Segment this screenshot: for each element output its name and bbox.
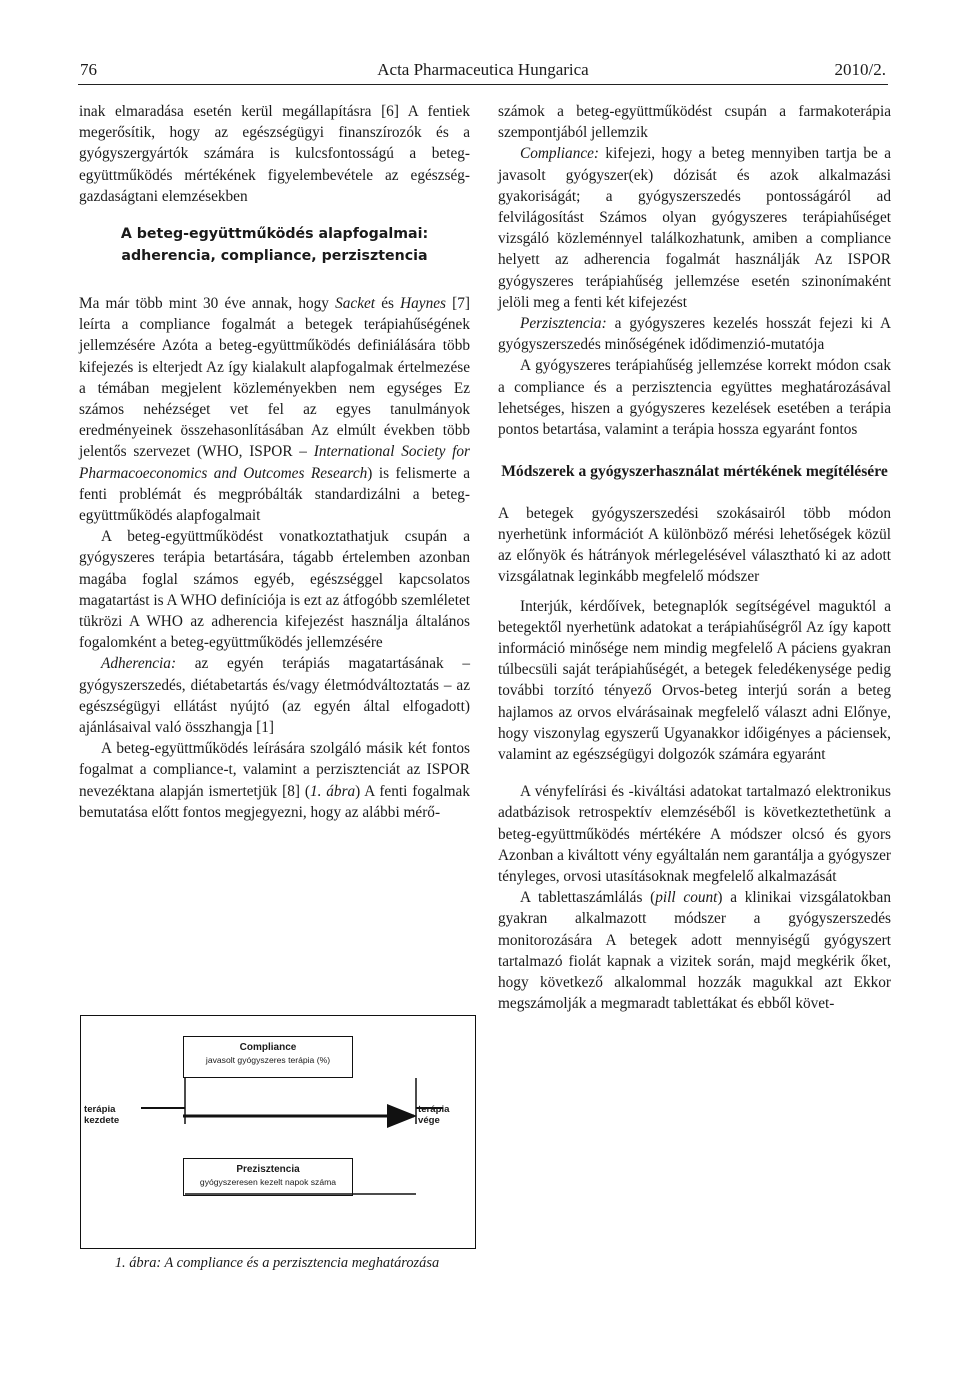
definition-paragraph: Compliance: kifejezi, hogy a beteg mennyiben tartja be a javasolt gyógyszer(ek) dózisát és azok alkalmazási gyakoriságát; a gyógyszerszedés pontosságáról ad felvilágosítást Számos olyan gyógyszeres terápiahűséget vizsgáló közleménnyel találkozhatunk, amiben a compliance helyett az adherencia fogalmát használják Az ISPOR gyógyszeres terápiahűség jellemzése esetén szinonímaként jelöli meg a fenti két kifejezést [498, 145, 891, 311]
paragraph: A tablettaszámlálás (pill count) a klinikai vizsgálatokban gyakran alkalmazott módszer a gyógyszerszedés monitorozására A betegek adott mennyiségű gyógyszert tartalmazó fiolát kapnak a vizitek során, majd megkérik őket, hogy következő alkalommal hozzák magukkal azt Ekkor megszámolják a megmaradt tablettákat és ebből követ- [498, 889, 891, 1013]
therapy-start-label: terápia kezdete [84, 1104, 120, 1126]
paragraph: A beteg-együttműködés leírására szolgáló másik két fontos fogalmat a compliance-t, valamint a perzisztenciát az ISPOR nevezéktana alapján ismertetjük [8] (1. ábra) A fenti fogalmak bemutatása előtt fontos megjegyezni, hogy az alábbi mérő- [79, 740, 470, 821]
right-column [498, 101, 891, 1014]
persistence-box [183, 1158, 353, 1196]
figure-compliance-persistence [80, 1015, 476, 1249]
issue-number: 2010/2. [834, 60, 886, 79]
paragraph: inak elmaradása esetén kerül megállapításra [6] A fentiek megerősítik, hogy az egészségügyi finanszírozók és a gyógyszergyártók számára is kulcsfontosságú a beteg-együttműködés mértékének figyelembevétele az egészség-gazdaságtani elemzésekben [79, 103, 470, 205]
paragraph: A vényfelírási és -kiváltási adatokat tartalmazó elektronikus adatbázisok retrospektív elemzéséből is következtethetünk a beteg-együttműködés mértékére A módszer olcsó és gyors Azonban a kiváltott vény egyáltalán nem garantálja a gyógyszer tényleges, orvosi utasításoknak megfelelő alkalmazását [498, 783, 891, 885]
paragraph: A betegek gyógyszerszedési szokásairól több módon nyerhetünk információt A különböző mérési lehetőségek közül az előnyök és hátrányok mérlegelésével választható ki az adott vizsgálatnak leginkább megfelelő módszer [498, 504, 891, 586]
section-heading: A beteg-együttműködés alapfogalmai: adherencia, compliance, perzisztencia [120, 226, 429, 264]
definition-paragraph: Adherencia: az egyén terápiás magatartásának – gyógyszerszedés, diétabetartás és/vagy életmódváltoztatás – az egészségügyi ellátást nyújtó (az egyén által elfogadott) ajánlásaival való összhangja [1] [79, 655, 470, 737]
paragraph: Interjúk, kérdőívek, betegnaplók segítségével maguktól a betegektől nyerhetünk adatokat a terápiahűségről Az így kapott információ minősége nem mindig megfelelő A páciens gyakran túlbecsüli saját terápiahűségét, a betegek feledékenysége pedig további torzító tényező Orvos-beteg interjú során a beteg hajlamos az orvos elvárásainak megfelelő választ adni Előnye, hogy viszonylag egyszerű Ugyanakkor időigényes a páciensek, valamint az egészségügyi dolgozók számára egyaránt [498, 597, 891, 763]
compliance-title: Compliance [239, 1042, 297, 1053]
definition-paragraph: Perzisztencia: a gyógyszeres kezelés hosszát fejezi ki A gyógyszerszedés minőségének idődimenzió-mutatója [498, 315, 891, 354]
paragraph: számok a beteg-együttműködést csupán a farmakoterápia szempontjából jellemzik [498, 103, 891, 142]
paragraph: Ma már több mint 30 éve annak, hogy Sacket és Haynes [7] leírta a compliance fogalmát a betegek terápiahűségének jellemzésére Azóta a beteg-együttműködés definiálására több kifejezés is elterjedt Az így kialakult alapfogalmak értelmezése a témában megjelent közleményekben nem egységes Ez számos nehézséget vet fel az egyes tanulmányok eredményeinek összehasonlításában Az elmúlt években több jelentős szervezet (WHO, ISPOR – International Society for Pharmacoeconomics and Outcomes Research) is felismerte a fenti problémát és megpróbálták standardizálni a beteg-együttműködés alapfogalmait [79, 295, 471, 525]
section-heading: Módszerek a gyógyszerhasználat mértékének megítélésére [501, 463, 888, 481]
figure-caption: 1. ábra: A compliance és a perzisztencia meghatározása [114, 1255, 440, 1271]
compliance-subtitle: javasolt gyógyszeres terápia (%) [205, 1055, 331, 1065]
running-header [78, 58, 888, 85]
persistence-title: Prezisztencia [236, 1164, 300, 1175]
left-column [79, 101, 470, 823]
therapy-end-label: terápia vége [418, 1104, 450, 1126]
journal-title: Acta Pharmaceutica Hungarica [377, 60, 589, 79]
paragraph: A beteg-együttműködést vonatkoztathatjuk csupán a gyógyszeres terápia betartására, tágabb értelemben azonban magába foglal számos egyéb, egészséggel kapcsolatos magatartást is A WHO definíciója is ezt az átfogóbb szemléletet tükrözi A WHO az adherencia kifejezést használja általános fogalomként a beteg-együttműködés jellemzésére [79, 528, 470, 652]
paragraph: A gyógyszeres terápiahűség jellemzése korrekt módon csak a compliance és a perzisztencia együttes meghatározásával lehetséges, hiszen a gyógyszeres kezelések esetében a terápia pontos betartása, valamint a terápia hossza egyaránt fontos [498, 357, 891, 439]
persistence-subtitle: gyógyszeresen kezelt napok száma [199, 1177, 337, 1187]
page-number: 76 [80, 60, 97, 79]
compliance-box [183, 1036, 353, 1078]
